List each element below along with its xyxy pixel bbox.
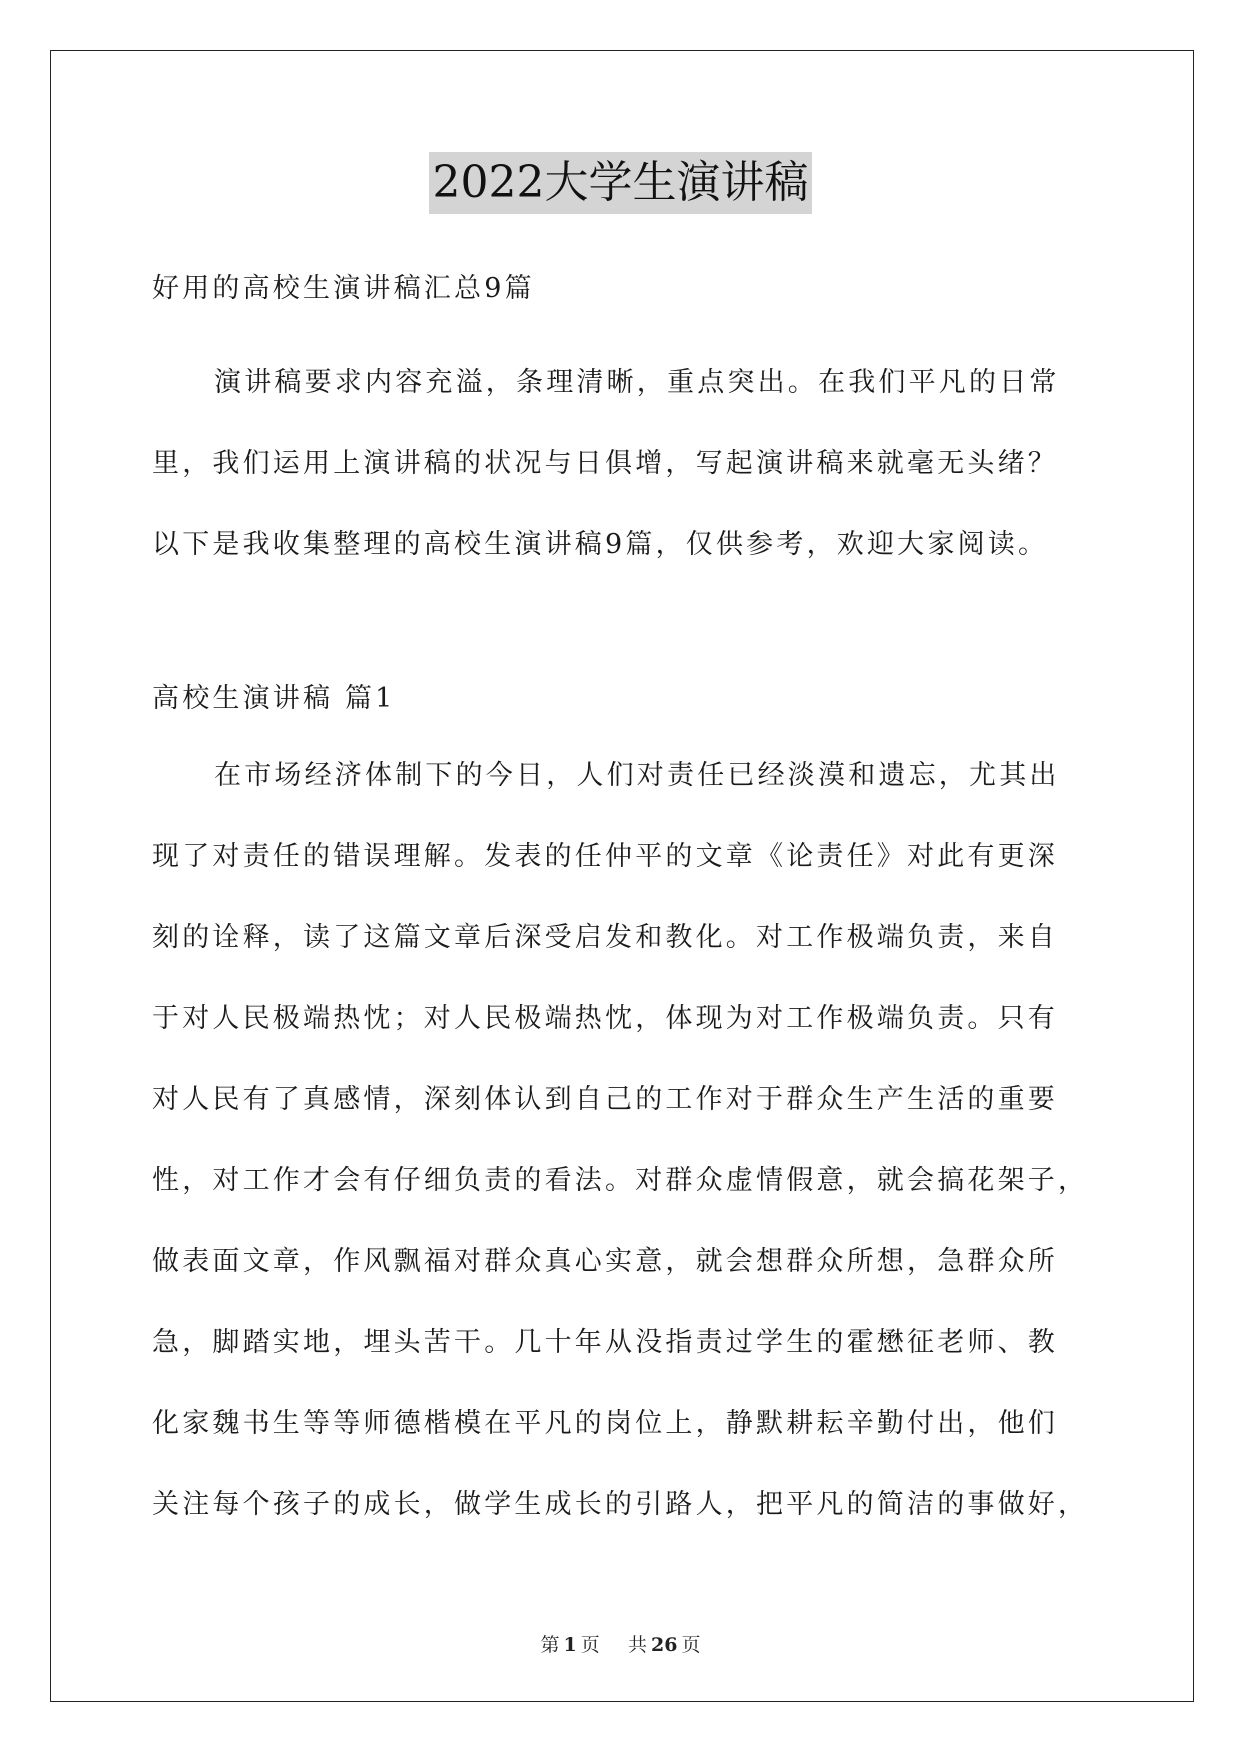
section-line: 在市场经济体制下的今日，人们对责任已经淡漠和遗忘，尤其出 [214,760,1060,791]
section-line: 对人民有了真感情，深刻体认到自己的工作对于群众生产生活的重要 [152,1084,1058,1115]
intro-line: 里，我们运用上演讲稿的状况与日俱增，写起演讲稿来就毫无头绪？ [152,448,1058,479]
section-line: 关注每个孩子的成长，做学生成长的引路人，把平凡的简洁的事做好， [152,1489,1089,1520]
page-suffix: 页 [580,1634,600,1656]
section-line: 现了对责任的错误理解。发表的任仲平的文章《论责任》对此有更深 [152,841,1058,872]
intro-line: 演讲稿要求内容充溢，条理清晰，重点突出。在我们平凡的日常 [214,367,1060,398]
section-line: 化家魏书生等等师德楷模在平凡的岗位上，静默耕耘辛勤付出，他们 [152,1408,1058,1439]
page-number: 1 [563,1634,577,1656]
section-heading-line: 高校生演讲稿 篇1 [152,683,396,714]
section-line: 急，脚踏实地，埋头苦干。几十年从没指责过学生的霍懋征老师、教 [152,1327,1058,1358]
total-pages: 26 [650,1634,678,1656]
document-subtitle [152,248,1092,329]
section-line: 于对人民极端热忱；对人民极端热忱，体现为对工作极端负责。只有 [152,1003,1058,1034]
section-line: 做表面文章，作风飘福对群众真心实意，就会想群众所想，急群众所 [152,1246,1058,1277]
section-paragraph [152,735,1092,1545]
page-footer [0,1630,1241,1657]
page-prefix: 第 [540,1634,560,1656]
section-line: 刻的诠释，读了这篇文章后深受启发和教化。对工作极端负责，来自 [152,922,1058,953]
intro-paragraph [152,342,1092,585]
section-heading [152,658,1092,739]
total-suffix: 页 [681,1634,701,1656]
intro-line: 以下是我收集整理的高校生演讲稿9篇，仅供参考，欢迎大家阅读。 [152,529,1049,560]
subtitle-line: 好用的高校生演讲稿汇总9篇 [152,273,535,304]
document-title: 2022大学生演讲稿 [429,152,813,214]
title-container [0,152,1241,214]
total-prefix: 共 [627,1634,647,1656]
section-line: 性，对工作才会有仔细负责的看法。对群众虚情假意，就会搞花架子， [152,1165,1089,1196]
